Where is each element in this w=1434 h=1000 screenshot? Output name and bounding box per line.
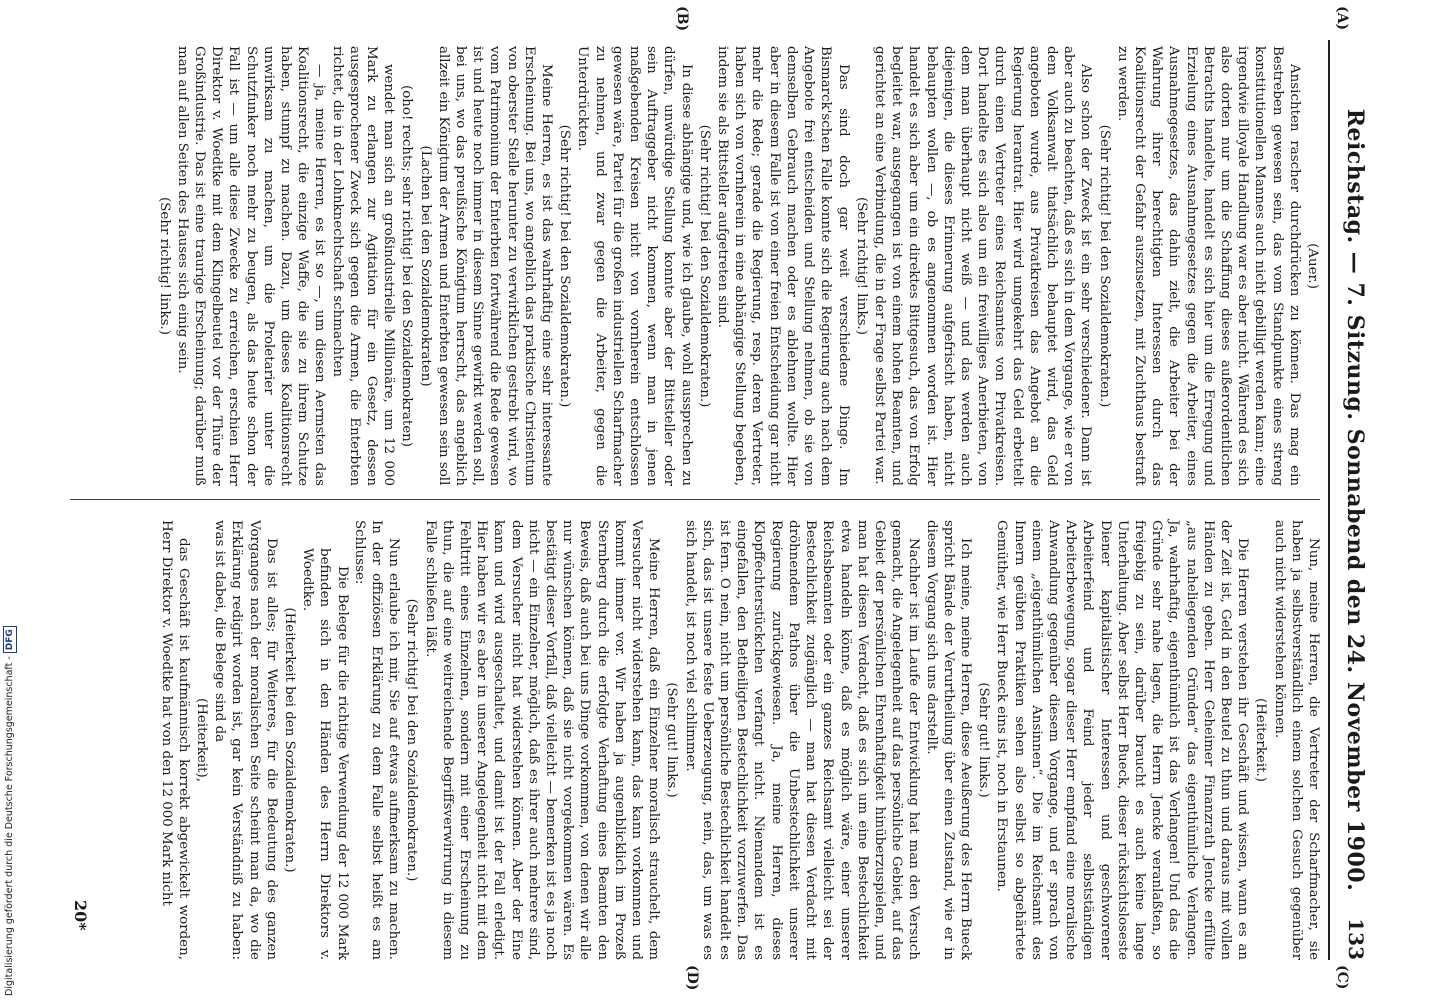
- paragraph: In diese abhängige und, wie ich glaube, wohl aussprechen zu dürfen, unwürdige Stellung konnte aber der Bittsteller oder sein Auftraggeber nicht kommen, wenn man in jenen maßgebenden Kreisen nicht von vornherein entschlossen gewesen wäre, Partei für die großen industriellen Scharfmacher zu nehmen, und zwar gegen die Arbeiter, gegen die Unterdrückten.: [575, 46, 694, 486]
- stage-direction: (Auer.): [1305, 243, 1320, 289]
- paragraph: Nachher ist im Laufe der Entwicklung hat man den Versuch gemacht, die Angelegenheit auf das persönliche Gebiet, auf das Gebiet der persönlichen Ehrenhaftigkeit hinüberzuspielen, und man hat diesen Verdacht, daß es sich um eine Bestechlichkeit etwa handeln könne, daß es möglich wäre, einer unserer Reichsbeamten oder ein ganzes Reichsamt vielleicht sei der Bestechlichkeit zugänglich — man hat diesen Verdacht mit dröhnendem Pathos über die Unbestechlichkeit unserer Regierung zurückgewiesen. Ja, meine Herren, dieses Klopffechterstückchen verfangt nicht. Niemandem ist es eingefallen, den Betheiligten Bestechlichkeit vorzuwerfen. Das ist fern. O nein, nicht um persönliche Bestechlichkeit handelt es sich, das ist unsere feste Ueberzeugung, nein, das, um was es sich handelt, ist noch viel schlimmer.: [682, 520, 922, 960]
- stage-direction: (oho! rechts; sehr richtig! bei den Sozialdemokraten): [399, 85, 415, 447]
- paragraph: — ja, meine Herren, es ist so —, um diesen Aermsten das Koalitionsrecht, die einzige Waffe, die sie zu ihrem Schutze haben, stumpf zu machen. Dazu, um dieses Koalitionsrecht unwirksam zu machen, um die Proletarier unter die Schutzfunker noch mehr zu beugen, als das heute schon der Fall ist — um alle diese Zwecke zu erreichen, erschien Herr Direktor v. Woedtke mit dem Klingelbeutel vor der Thüre der Großindustrie. Das ist eine traurige Erscheinung; darüber muß man auf allen Seiten des Hauses sich einig sein.: [174, 46, 328, 486]
- sheet-signature: 20*: [71, 900, 90, 931]
- margin-marker-c: (C): [1334, 965, 1350, 990]
- margin-marker-d: (D): [684, 965, 700, 991]
- paragraph: Ich meine, meine Herren, diese Aeußerung des Herrn Bueck spricht Bände der Verurtheilung über einen Zustand, wie er in diesem Vorgang sich uns darstellt.: [923, 520, 973, 960]
- paragraph: Meine Herren, daß ein Einzelner moralisch strauchelt, dem Versucher nicht widerstehen kann, das kann vorkommen und kommt immer vor. Wir haben ja augenblicklich im Prozeß Sternberg durch die erfolgte Verhaftung eines Beamten den Beweis, daß auch bei uns Dinge vorkommen, von denen wir alle nur wünschen können, daß sie nicht vorgekommen wären. Es bestätigt dieser Vorfall, daß vielleicht — bemerken ist es ja noch nicht — ein Einzelner, möglich, daß es ihrer auch mehrere sind, dem Versucher nicht hat widerstehen können. Aber der Eine kann und wird ausgeschaltet, und damit ist der Fall erledigt. Hier haben wir es aber in unserer Angelegenheit nicht mit dem Fehltritt eines Einzelnen, sondern mit einer Erscheinung zu thun, die auf eine weitreichende Begriffsverwirrung in diesem Falle schließen läßt.: [422, 520, 662, 960]
- page-number: 133: [1344, 918, 1368, 960]
- paragraph: Ansichten rascher durchdrücken zu können. Das mag ein Bestreben gewesen sein, das vom Standpunkte eines streng konstitutionellen Mannes auch nicht gebilligt werden kann; eine irgendwie illoyale Handlung war es aber nicht. Während es sich also dorten nur um die Schaffung dieses außerordentlichen Betrachts handelte, handelt es sich hier um die Erregung und Erzielung eines Ausnahmegesetzes gegen die Arbeiter, eines Ausnahmegesetzes, das dahin zielt, die Arbeiter bei der Wahrung ihrer berechtigten Interessen durch das Koalitionsrecht der Gefahr auszusetzen, mit Zuchthaus bestraft zu werden.: [1114, 46, 1302, 486]
- paragraph: Die Herren verstehen ihr Geschäft und wissen, wann es an der Zeit ist, Geld in den Beutel zu thun und daraus mit vollen Händen zu geben. Herr Geheimer Finanzrath Jencke erfüllte „aus naheliegenden Gründen“ das eigenthümliche Verlangen. Ja, wahrhaftig, eigenthümlich ist das Verlangen! Und das die Gründe sehr nahe lagen, die Herrn Jencke veranlaßten, so freigebig zu sein, darüber braucht es auch keine lange Unterhaltung. Aber selbst Herr Bueck, dieser rücksichtsloseste Diener kapitalistischer Interessen und geschworener Arbeiterfeind und Feind jeder selbstständigen Arbeiterbewegung, sogar dieser Herr empfand eine moralische Anwandlung gegenüber diesem Vorgange, und er sprach von einem „eigenthümlichen Ansinnen“. Die im Reichsamt des Innern geübten Praktiken sehen also selbst so abgehärtete Gemüther, wie Herr Bueck eins ist, noch in Erstaunen.: [994, 520, 1251, 960]
- header-rule: [1328, 40, 1330, 960]
- stage-direction: (Sehr gut! links.): [976, 682, 992, 798]
- page-header: [1336, 40, 1376, 960]
- stage-direction: (Sehr richtig! bei den Sozialdemokraten.): [557, 124, 573, 408]
- paragraph: Das ist alles; für Weiteres, für die Bedeutung des ganzen Vorganges nach der moralischen Seite scheint man da, wo die Erklärung redigirt worden ist, gar kein Verständniß zu haben: was ist dabei, die Belege sind da: [212, 520, 279, 960]
- paragraph: Das sind doch gar weit verschiedene Dinge. Im Bismarck'schen Falle konnte sich die Regierung auch nach dem Angebote frei entscheiden und Stellung nehmen, ob sie von demselben Gebrauch machen oder es ablehnen wollte. Hier aber in diesem Falle ist von einer freien Entscheidung gar nicht mehr die Rede; gerade die Regierung, resp. deren Vertreter, haben sich von vornherein in eine abhängige Stellung begeben, indem sie als Bittsteller aufgetreten sind.: [715, 46, 851, 486]
- paragraph: Nun, meine Herren, die Vertreter der Scharfmacher, sie haben ja selbstverständlich einem solchen Gesuch gegenüber auch nicht widerstehen können.: [1271, 520, 1321, 960]
- stage-direction: (Sehr richtig! links.): [853, 197, 869, 335]
- paragraph: wendet man sich an großindustrielle Millionäre, um 12 000 Mark zu erlangen zur Agitation für ein Gesetz, dessen ausgesprochener Zweck sich gegen die Armen, die Enterbten richtet, die in der Lohnknechtschaft schmachten: [329, 46, 397, 486]
- stage-direction: (Sehr gut! links.): [664, 682, 680, 798]
- stage-direction: (Heiterkeit.): [1253, 698, 1269, 782]
- paragraph: das Geschäft ist kaufmännisch korrekt abgewickelt worden, Herr Direktor v. Woedtke hat von den 12 000 Mark nicht: [158, 520, 191, 960]
- stage-direction: (Heiterkeit),: [194, 698, 209, 782]
- left-column: [154, 46, 1322, 486]
- paragraph: Nun erlaube ich mir, Sie auf etwas aufmerksam zu machen. In der offiziösen Erklärung zu dem Falle selbst heißt es am Schlusse:: [351, 520, 402, 960]
- paragraph: Also schon der Zweck ist ein sehr verschiedener. Dann ist aber auch zu beachten, daß es sich in dem Vorgange, wie er von dem Volksanwalt thatsächlich behauptet wird, das Geld angeboten wurde, aus Privatkreisen das Angebot an die Regierung herantrat. Hier wird umgekehrt das Geld erbettelt durch einen Vertreter eines Reichsamtes von Privatkreisen. Dort handelte es sich also um ein freiwilliges Anerbieten, von dem man überhaupt nicht weiß — und das werden auch diejenigen, die dieses Erinnerung aufgefrischt haben, nicht behaupten wollen —, ob es angenommen worden ist. Hier handelt es sich aber um ein direktes Bittgesuch, das von Erfolg begleitet war, ausgegangen ist von einem hohen Beamten, und gerichtet an eine Verbindung, die in der Frage selbst Partei war.: [871, 46, 1094, 486]
- paragraph: Meine Herren, es ist das wahrhaftig eine sehr interessante Erscheinung. Bei uns, wo angeblich das praktische Christentum von oberster Stelle herunter zu verwirklichen gestrebt wird, wo vom Patrimonium der Enterbten fortwährend die Rede gewesen ist und heute noch immer in diesem Sinne gewirkt werden soll, bei uns, wo das preußische Königtum herrscht, das angeblich allzeit ein Königtum der Armen und Enterbten gewesen sein soll: [435, 46, 555, 486]
- credit-text: Digitalisierung gefördert durch die Deutsche Forschungsgemeinschaft -: [4, 656, 15, 996]
- margin-marker-a: (A): [1334, 6, 1350, 31]
- digitization-credit: [2, 606, 18, 996]
- dfg-logo: DFG: [3, 626, 17, 653]
- column-divider: [70, 499, 1320, 500]
- stage-direction: (Sehr richtig! bei den Sozialdemokraten.): [1096, 124, 1112, 408]
- quoted-passage: Die Belege für die richtige Verwendung der 12 000 Mark befinden sich in den Händen des Herrn Direktors v. Woedtke.: [300, 548, 350, 960]
- stage-direction: (Sehr richtig! bei den Sozialdemokraten.): [404, 598, 420, 882]
- stage-direction: (Heiterkeit bei den Sozialdemokraten.): [282, 607, 298, 873]
- right-column: [157, 520, 1322, 960]
- stage-direction: (Sehr richtig! links.): [156, 197, 172, 335]
- stage-direction: (Lachen bei den Sozialdemokraten): [417, 145, 433, 387]
- running-head: Reichstag. — 7. Sitzung. Sonnabend den 24. November 1900.: [1342, 108, 1368, 892]
- margin-marker-b: (B): [674, 6, 690, 32]
- stage-direction: (Sehr richtig! bei den Sozialdemokraten.): [696, 124, 712, 408]
